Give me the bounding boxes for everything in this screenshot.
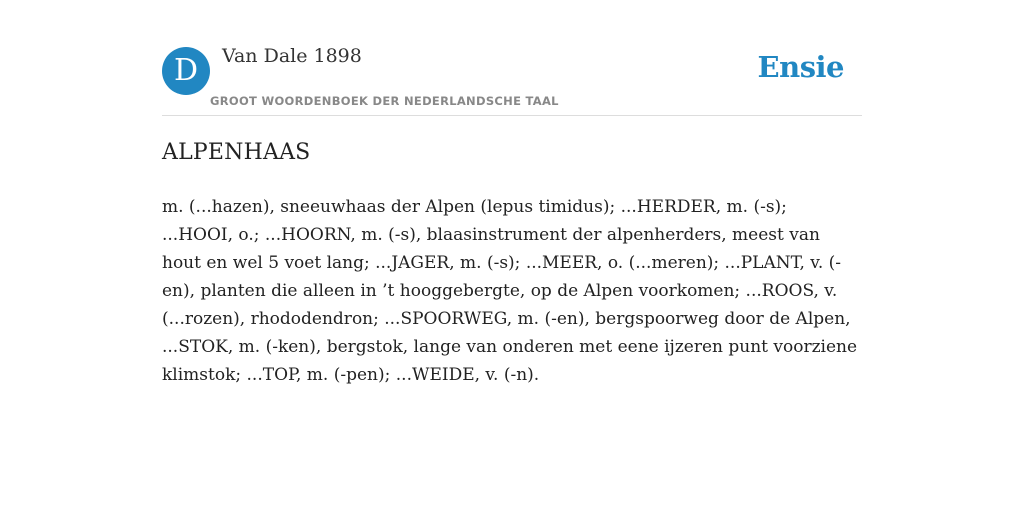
definition-text: m. (...hazen), sneeuwhaas der Alpen (lepus timidus); ...HERDER, m. (-s); ...HOOI, o.; ...HOORN, m. (-s), blaasinstrument der alpenherders, meest van hout en wel 5 voet lang; ...JAGER, m. (-s); ...MEER, o. (...meren); ...PLANT, v. (-en), planten die alleen in ’t hooggebergte, op de Alpen voorkomen; ...ROOS, v. (...rozen), rhododendron; ...SPOORWEG, m. (-en), bergspoorweg door de Alpen, ...STOK, m. (-ken), bergstok, lange van onderen met eene ijzeren punt voorziene klimstok; ...TOP, m. (-pen); ...WEIDE, v. (-n). <box>162 197 858 385</box>
entry-card <box>162 0 862 512</box>
dictionary-logo-icon: D <box>162 47 210 95</box>
source-subtitle: GROOT WOORDENBOEK DER NEDERLANDSCHE TAAL <box>210 94 559 108</box>
header <box>162 0 862 116</box>
headword: ALPENHAAS <box>162 140 311 165</box>
brand-logo[interactable]: Ensie <box>757 50 844 84</box>
source-title[interactable]: Van Dale 1898 <box>222 45 362 67</box>
